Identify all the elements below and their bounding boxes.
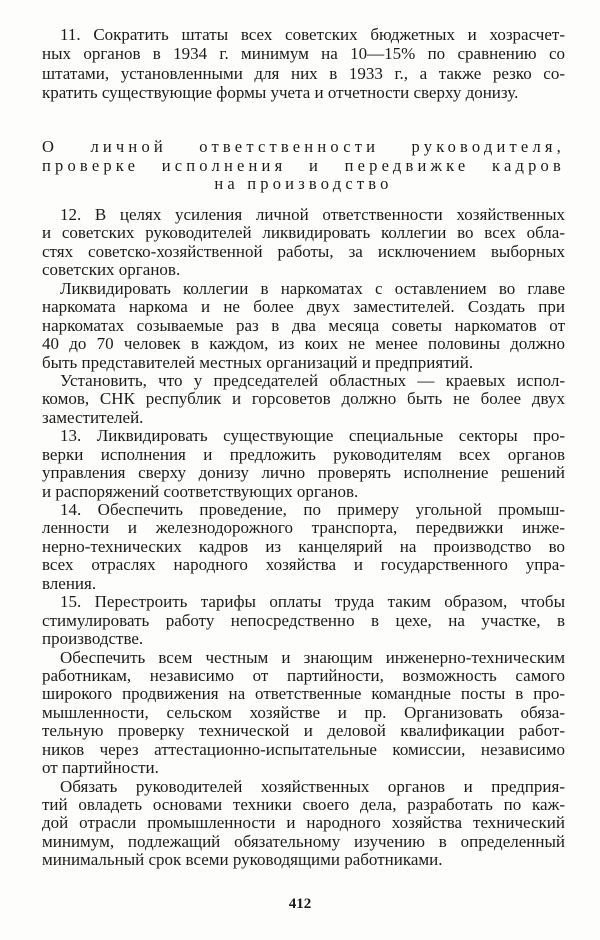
text-line: Обязать руководителей хозяйственных органов и предприя- — [60, 776, 565, 796]
paragraph — [42, 372, 565, 427]
text-line: 14. Обеспечить проведение, по примеру угольной промыш- — [60, 500, 565, 519]
text-line: штатами, установленными для них в 1933 г., а также резко со- — [42, 63, 565, 83]
body-text-block — [42, 206, 565, 870]
page-number: 412 — [288, 896, 312, 912]
text-line: кратить существующие формы учета и отчетности сверху донизу. — [42, 83, 519, 103]
paragraph — [42, 649, 565, 778]
text-line: ных органов в 1934 г. минимум на 10—15% по сравнению со — [42, 44, 565, 64]
text-line: наркомата наркома и не более двух заместителей. Создать при — [42, 297, 565, 317]
text-line: заместителей. — [42, 407, 144, 427]
heading-line: проверке исполнения и передвижке кадров — [42, 155, 565, 175]
text-line: ников через аттестационно-испытательные комиссии, независимо — [42, 739, 565, 759]
text-line: комов, СНК республик и горсоветов должно быть не более двух — [42, 389, 565, 409]
paragraph — [42, 25, 565, 103]
text-line: управления сверху донизу лично проверять исполнение решений — [42, 463, 565, 483]
text-line: Обеспечить всем честным и знающим инженерно-техническим — [60, 647, 565, 667]
text-line: минимальный срок всеми руководящими работниками. — [42, 850, 443, 870]
text-line: производстве. — [42, 629, 144, 649]
paragraph — [42, 206, 565, 280]
text-line: верки исполнения и предложить руководителям всех органов — [42, 444, 565, 464]
text-line: широкого продвижения на ответственные командные посты в про- — [42, 684, 565, 704]
text-line: Установить, что у председателей областных — краевых испол- — [60, 370, 565, 390]
text-line: работникам, независимо от партийности, возможность самого — [42, 665, 565, 685]
text-line: Ликвидировать коллегии в наркоматах с оставлением во главе — [60, 278, 565, 298]
text-line: 13. Ликвидировать существующие специальные секторы про- — [60, 426, 565, 446]
text-line: дой отрасли промышленности и народного хозяйства технический — [42, 813, 565, 833]
paragraph — [42, 280, 565, 372]
text-line: вления. — [42, 573, 97, 593]
text-line: стях советско-хозяйственной работы, за исключением выборных — [42, 241, 565, 261]
text-line: мышленности, сельском хозяйстве и пр. Организовать обяза- — [42, 702, 565, 722]
top-text-block — [42, 25, 565, 103]
text-line: 15. Перестроить тарифы оплаты труда таким образом, чтобы — [60, 592, 565, 612]
text-line: 12. В целях усиления личной ответственности хозяйственных — [60, 205, 565, 224]
paragraph — [42, 427, 565, 501]
text-line: тий овладеть основами техники своего дела, разработать по каж- — [42, 795, 565, 814]
text-line: быть представителей местных организаций и предприятий. — [42, 352, 474, 372]
paragraph — [42, 593, 565, 648]
text-line: от партийности. — [42, 758, 159, 778]
text-line: стимулировать работу непосредственно в цехе, на участке, в — [42, 610, 565, 630]
section-heading — [42, 138, 565, 194]
text-line: и советских руководителей ликвидировать коллегии во всех обла- — [42, 223, 565, 243]
text-line: нерно-технических кадров из канцелярий на производство во — [42, 536, 565, 556]
text-line: всех отраслях народного хозяйства и государственного упра- — [42, 555, 565, 575]
heading-line: О личной ответственности руководителя, — [42, 137, 565, 156]
heading-line: на производство — [214, 174, 393, 194]
text-line: 11. Сократить штаты всех советских бюджетных и хозрасчет- — [60, 25, 565, 44]
text-line: 40 до 70 человек в каждом, из коих не менее половины должно — [42, 334, 565, 354]
text-line: и распоряжений соответствующих органов. — [42, 481, 359, 501]
text-line: тельную проверку технической и деловой квалификации работ- — [42, 721, 565, 741]
text-line: советских органов. — [42, 260, 181, 280]
text-line: наркоматах созываемые раз в два месяца советы наркоматов от — [42, 315, 565, 335]
text-line: ленности и железнодорожного транспорта, передвижки инже- — [42, 518, 565, 538]
paragraph — [42, 501, 565, 593]
text-line: минимум, подлежащий обязательному изучению в определенный — [42, 831, 565, 851]
paragraph — [42, 778, 565, 870]
